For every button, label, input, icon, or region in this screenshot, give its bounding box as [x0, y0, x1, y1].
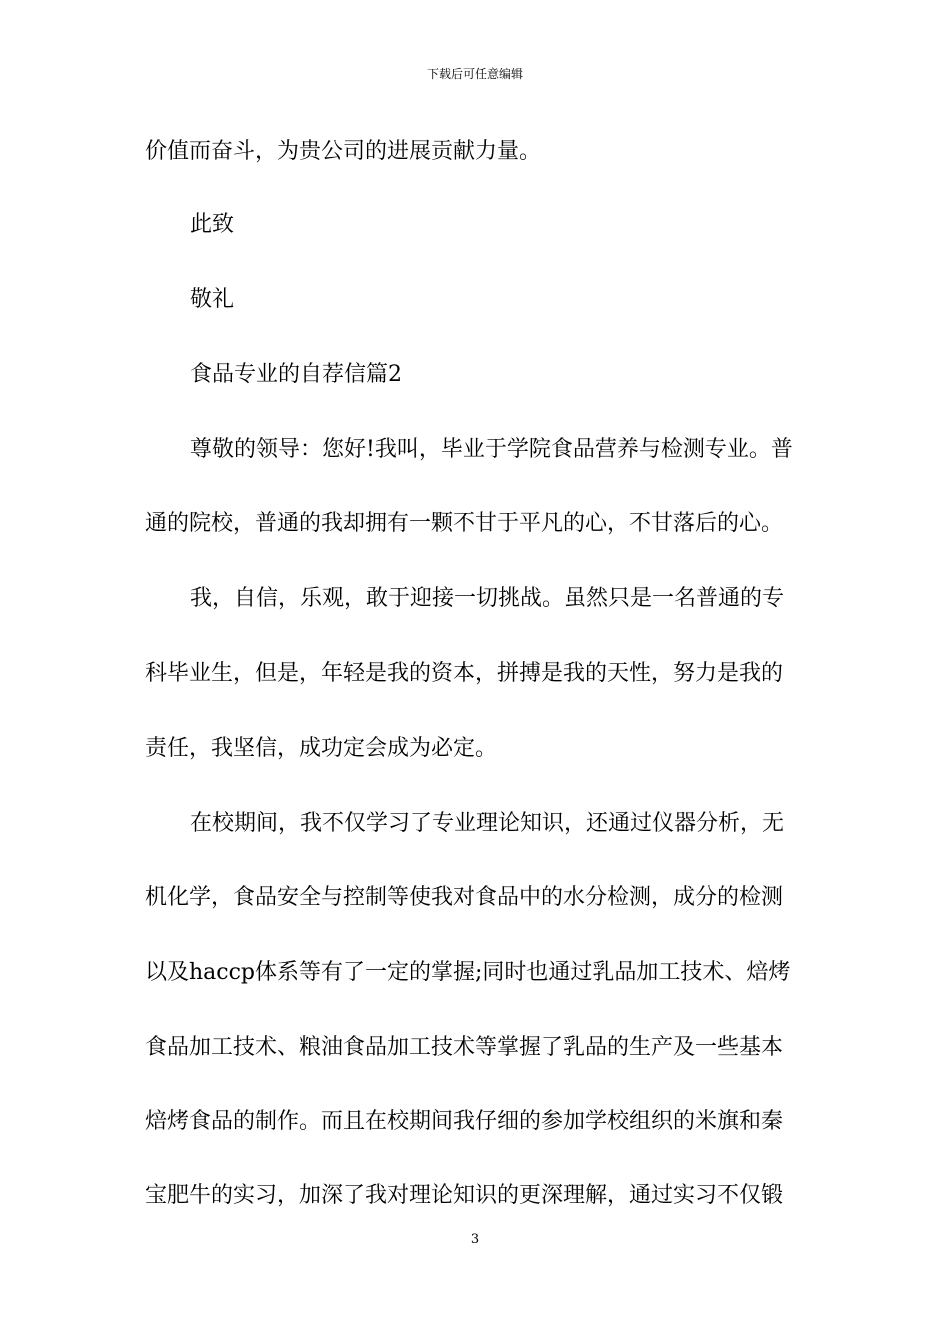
body-line: 在校期间，我不仅学习了专业理论知识，还通过仪器分析，无: [190, 811, 785, 836]
body-line: 食品加工技术、粮油食品加工技术等掌握了乳品的生产及一些基本: [145, 1035, 784, 1060]
page-number: 3: [470, 1232, 480, 1247]
body-line: 宝肥牛的实习，加深了我对理论知识的更深理解，通过实习不仅锻: [145, 1183, 784, 1208]
closing-regards: 敬礼: [190, 287, 235, 312]
body-line: 我，自信，乐观，敢于迎接一切挑战。虽然只是一名普通的专: [190, 586, 785, 611]
body-line: 机化学，食品安全与控制等使我对食品中的水分检测，成分的检测: [145, 885, 784, 910]
body-line: 价值而奋斗，为贵公司的进展贡献力量。: [145, 139, 542, 164]
body-line: 通的院校，普通的我却拥有一颗不甘于平凡的心，不甘落后的心。: [145, 511, 784, 536]
section-title: 食品专业的自荐信篇2: [190, 362, 402, 387]
closing-salutation: 此致: [190, 212, 235, 237]
body-line: 以及haccp体系等有了一定的掌握;同时也通过乳品加工技术、焙烤: [145, 960, 791, 985]
body-line: 科毕业生，但是，年轻是我的资本，拼搏是我的天性，努力是我的: [145, 661, 784, 686]
page-header: 下载后可任意编辑: [426, 67, 523, 81]
body-line: 责任，我坚信，成功定会成为必定。: [145, 736, 498, 761]
body-line: 尊敬的领导：您好!我叫，毕业于学院食品营养与检测专业。普: [190, 437, 793, 462]
body-line: 焙烤食品的制作。而且在校期间我仔细的参加学校组织的米旗和秦: [145, 1109, 784, 1134]
